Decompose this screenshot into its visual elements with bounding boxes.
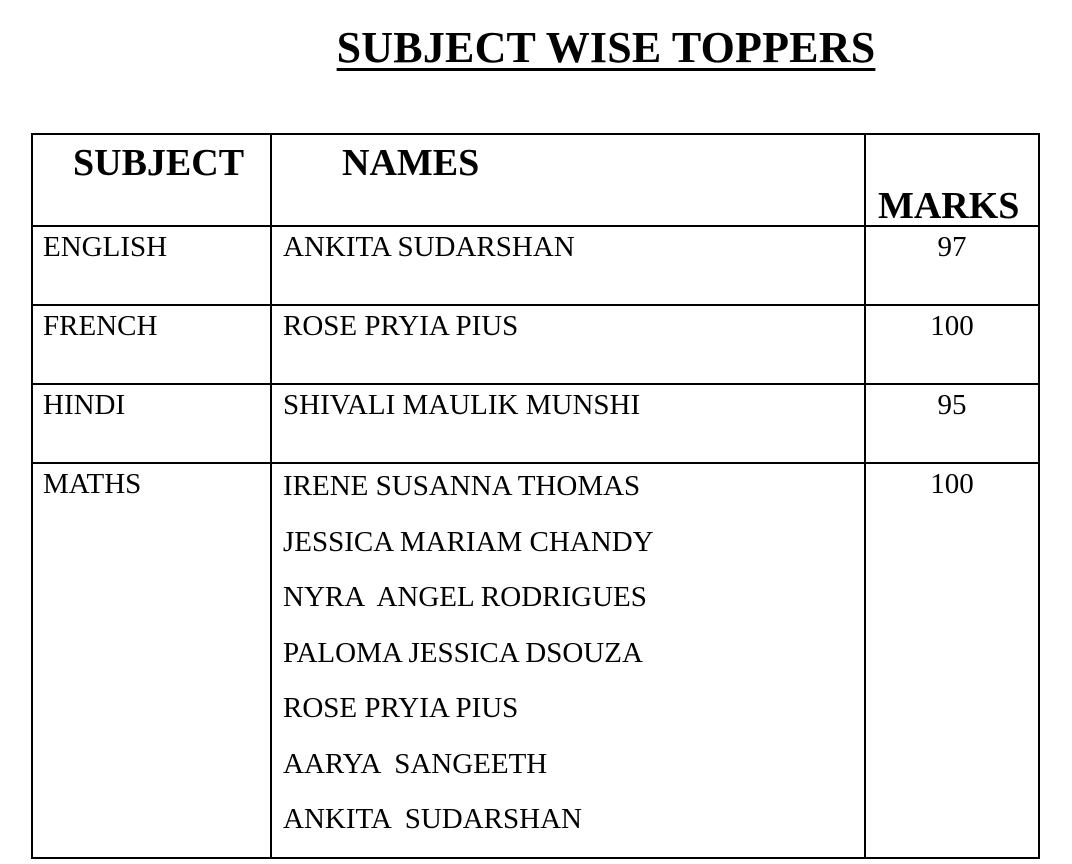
subject-cell: FRENCH <box>32 305 271 384</box>
marks-cell: 100 <box>865 463 1039 858</box>
names-cell <box>271 463 865 858</box>
marks-cell: 100 <box>865 305 1039 384</box>
list-item: JESSICA MARIAM CHANDY <box>283 525 654 558</box>
table-row <box>32 226 1039 305</box>
marks-cell: 97 <box>865 226 1039 305</box>
names-cell: ANKITA SUDARSHAN <box>271 226 865 305</box>
column-header-subject: SUBJECT <box>32 134 271 226</box>
list-item: PALOMA JESSICA DSOUZA <box>283 636 643 669</box>
list-item: ROSE PRYIA PIUS <box>283 692 519 724</box>
marks-cell: 95 <box>865 384 1039 463</box>
page-title: SUBJECT WISE TOPPERS <box>336 23 876 72</box>
list-item: ANKITA SUDARSHAN <box>283 803 582 835</box>
table-row <box>32 305 1039 384</box>
toppers-table <box>31 133 1040 859</box>
names-cell: ROSE PRYIA PIUS <box>271 305 865 384</box>
list-item: IRENE SUSANNA THOMAS <box>283 470 641 502</box>
subject-cell: ENGLISH <box>32 226 271 305</box>
list-item: AARYA SANGEETH <box>283 747 548 780</box>
column-header-names: NAMES <box>271 134 865 226</box>
subject-cell: MATHS <box>32 463 271 858</box>
table-row <box>32 463 1039 858</box>
names-list <box>283 468 864 857</box>
table-row <box>32 384 1039 463</box>
column-header-marks: MARKS <box>865 134 1039 226</box>
table-header-row <box>32 134 1039 226</box>
names-cell: SHIVALI MAULIK MUNSHI <box>271 384 865 463</box>
list-item: NYRA ANGEL RODRIGUES <box>283 581 647 613</box>
subject-cell: HINDI <box>32 384 271 463</box>
